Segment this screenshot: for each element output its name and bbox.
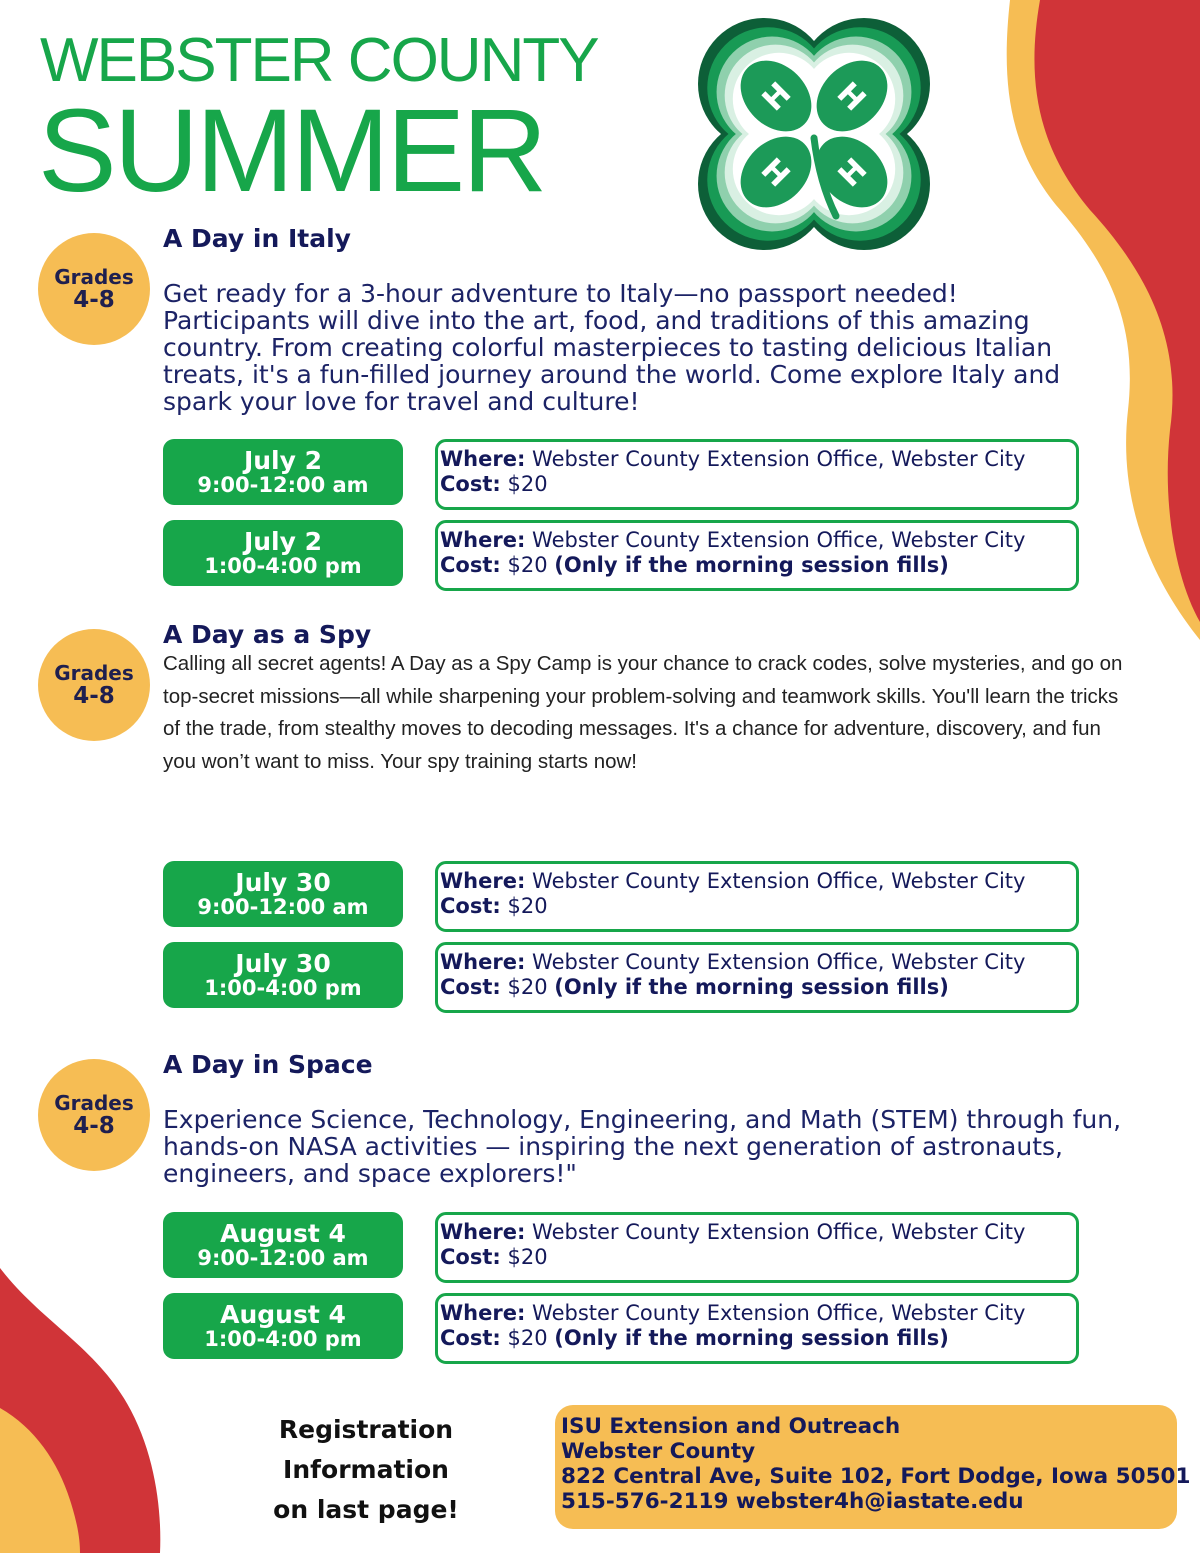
program-description: Get ready for a 3-hour adventure to Italy—no passport needed! Participants will dive into the art, food, and traditions of this amazing country. From creating colorful masterpieces to tasting delicious Italian treats, it's a fun-filled journey around the world. Come explore Italy and spark your love for travel and culture!: [163, 279, 1061, 416]
cost-value: $20: [507, 1326, 548, 1350]
session-where: [440, 528, 1076, 553]
session-date: July 2: [243, 526, 323, 556]
session-date: July 30: [235, 948, 331, 978]
session-date: August 4: [220, 1218, 346, 1248]
cost-value: $20: [507, 975, 548, 999]
grades-badge: [38, 1059, 150, 1171]
session-date-pill: [163, 520, 403, 586]
session-info-box: [435, 1212, 1079, 1283]
where-value: Webster County Extension Office, Webster City: [532, 869, 1026, 893]
session-time: 1:00-4:00 pm: [204, 976, 362, 1001]
contact-box: [555, 1405, 1191, 1529]
program-description: Experience Science, Technology, Engineering, and Math (STEM) through fun, hands-on NASA activities — inspiring the next generation of astronauts, engineers, and space explorers!": [163, 1105, 1122, 1188]
session-info-box: [435, 439, 1079, 510]
session-date-pill: [163, 861, 403, 927]
session-cost: [440, 1326, 1076, 1351]
where-label: Where:: [440, 950, 526, 974]
program-title: A Day in Italy: [163, 224, 351, 253]
session-cost: [440, 472, 1076, 497]
clover-letter-h1: H: [755, 75, 799, 119]
session-date-pill: [163, 1212, 403, 1278]
session-date: July 30: [235, 867, 331, 897]
where-value: Webster County Extension Office, Webster City: [532, 1220, 1026, 1244]
where-label: Where:: [440, 1220, 526, 1244]
where-value: Webster County Extension Office, Webster City: [532, 528, 1026, 552]
registration-note: [196, 1410, 536, 1530]
grades-label: Grades: [54, 1090, 134, 1115]
cost-label: Cost:: [440, 1245, 501, 1269]
cost-label: Cost:: [440, 975, 501, 999]
grades-range: 4-8: [73, 682, 115, 709]
cost-condition: (Only if the morning session fills): [554, 1326, 949, 1350]
cost-label: Cost:: [440, 553, 501, 577]
contact-org: ISU Extension and Outreach: [561, 1414, 901, 1439]
session-info-box: [435, 861, 1079, 932]
session-where: [440, 950, 1076, 975]
registration-line2: on last page!: [273, 1495, 459, 1524]
session-cost: [440, 975, 1076, 1000]
contact-county: Webster County: [561, 1439, 756, 1464]
program-title: A Day as a Spy: [163, 620, 372, 649]
session-date: July 2: [243, 445, 323, 475]
session-info-box: [435, 942, 1079, 1013]
session-cost: [440, 553, 1076, 578]
4h-clover-icon: [686, 6, 942, 262]
session-time: 1:00-4:00 pm: [204, 1327, 362, 1352]
session-date-pill: [163, 942, 403, 1008]
where-value: Webster County Extension Office, Webster City: [532, 950, 1026, 974]
where-value: Webster County Extension Office, Webster City: [532, 447, 1026, 471]
session-where: [440, 447, 1076, 472]
session-time: 9:00-12:00 am: [197, 473, 369, 498]
contact-phone-email: 515-576-2119 webster4h@iastate.edu: [561, 1489, 1024, 1514]
grades-range: 4-8: [73, 1112, 115, 1139]
session-time: 1:00-4:00 pm: [204, 554, 362, 579]
grades-label: Grades: [54, 660, 134, 685]
cost-value: $20: [507, 1245, 548, 1269]
session-time: 9:00-12:00 am: [197, 895, 369, 920]
session-date-pill: [163, 439, 403, 505]
program-title: A Day in Space: [163, 1050, 373, 1079]
grades-range: 4-8: [73, 286, 115, 313]
session-where: [440, 1220, 1076, 1245]
session-info-box: [435, 520, 1079, 591]
cost-label: Cost:: [440, 472, 501, 496]
cost-label: Cost:: [440, 894, 501, 918]
where-label: Where:: [440, 528, 526, 552]
contact-address: 822 Central Ave, Suite 102, Fort Dodge, Iowa 50501: [561, 1464, 1191, 1489]
where-label: Where:: [440, 1301, 526, 1325]
cost-label: Cost:: [440, 1326, 501, 1350]
session-where: [440, 869, 1076, 894]
title-line2: SUMMER: [38, 85, 545, 217]
session-info-box: [435, 1293, 1079, 1364]
clover-letter-h2: H: [829, 75, 873, 119]
cost-condition: (Only if the morning session fills): [554, 975, 949, 999]
grades-badge: [38, 629, 150, 741]
cost-value: $20: [507, 472, 548, 496]
session-cost: [440, 1245, 1076, 1270]
grades-badge: [38, 233, 150, 345]
title-line1: WEBSTER COUNTY: [40, 26, 598, 95]
grades-label: Grades: [54, 264, 134, 289]
clover-letter-h3: H: [753, 151, 797, 195]
session-where: [440, 1301, 1076, 1326]
where-label: Where:: [440, 869, 526, 893]
session-time: 9:00-12:00 am: [197, 1246, 369, 1271]
cost-value: $20: [507, 894, 548, 918]
cost-condition: (Only if the morning session fills): [554, 553, 949, 577]
where-value: Webster County Extension Office, Webster City: [532, 1301, 1026, 1325]
program-description: Calling all secret agents! A Day as a Spy Camp is your chance to crack codes, solve mysteries, and go on top-secret missions—all while sharpening your problem-solving and teamwork skills. You'll learn the tricks of the trade, from stealthy moves to decoding messages. It's a chance for adventure, discovery, and fun you won’t want to miss. Your spy training starts now!: [163, 652, 1123, 773]
where-label: Where:: [440, 447, 526, 471]
cost-value: $20: [507, 553, 548, 577]
session-cost: [440, 894, 1076, 919]
clover-letter-h4: H: [831, 151, 875, 195]
registration-line1: Registration Information: [278, 1415, 454, 1484]
session-date-pill: [163, 1293, 403, 1359]
session-date: August 4: [220, 1299, 346, 1329]
